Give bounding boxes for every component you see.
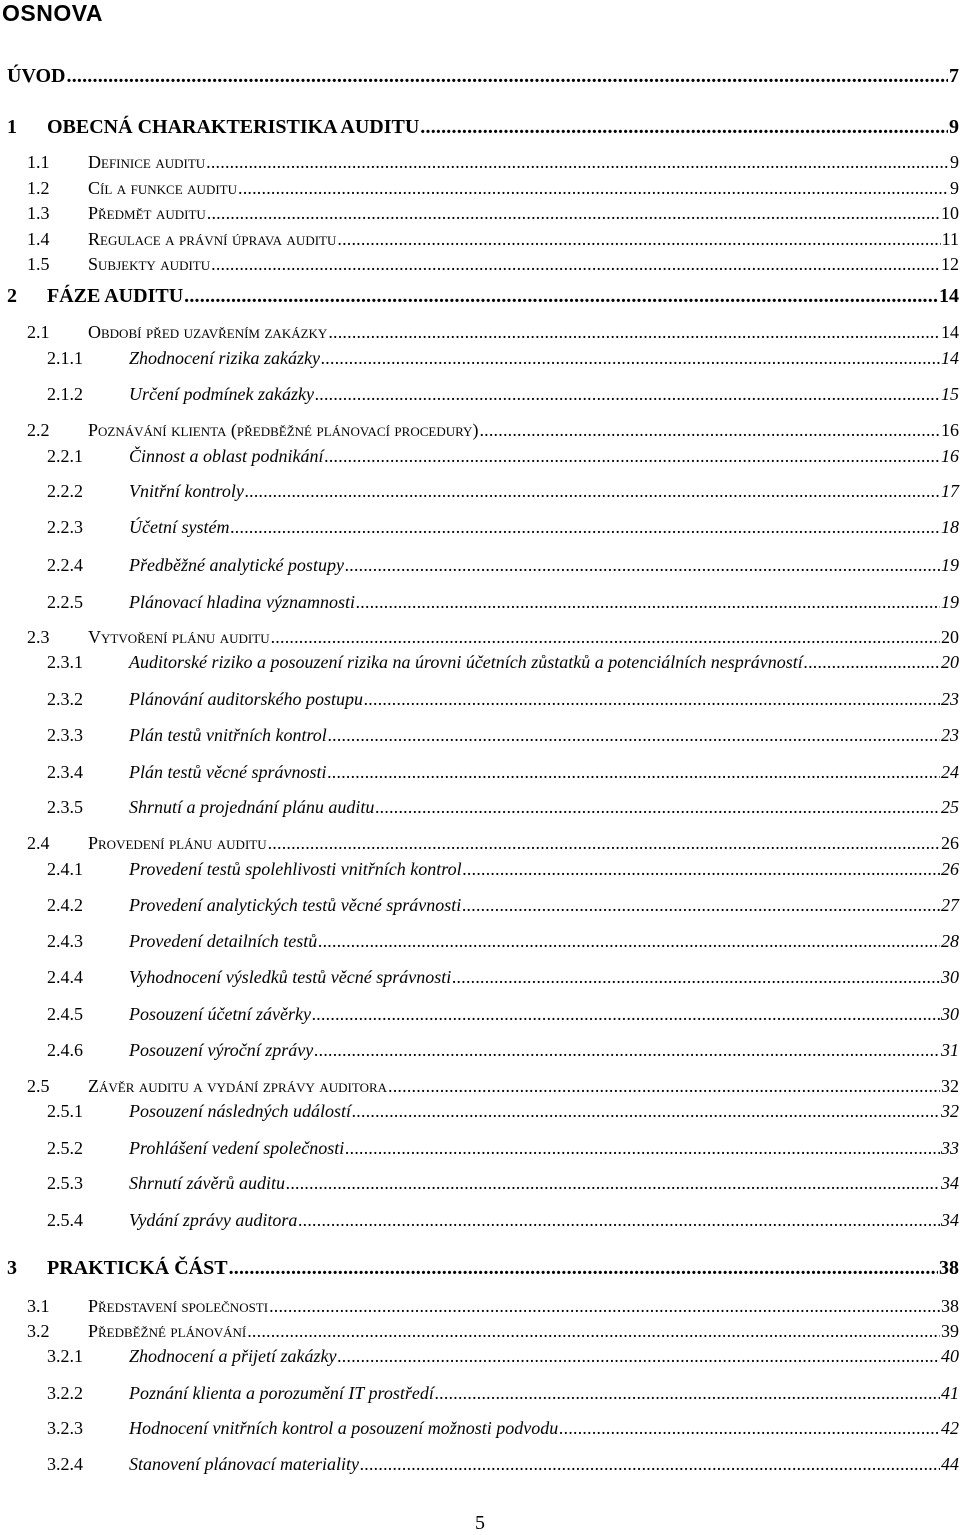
toc-entry-title: Hodnocení vnitřních kontrol a posouzení možnosti podvodu (129, 1418, 559, 1438)
toc-entry[interactable] (7, 66, 960, 86)
toc-entry[interactable] (47, 653, 960, 671)
toc-entry[interactable] (47, 932, 960, 950)
toc-entry-title: Účetní systém (129, 517, 230, 537)
toc-entry[interactable] (27, 1322, 960, 1340)
dot-leader (352, 1102, 940, 1120)
toc-entry-page: 27 (941, 895, 959, 915)
toc-entry-number: 2.1.1 (47, 348, 83, 368)
dot-leader (247, 1322, 940, 1340)
toc-entry-page: 14 (939, 285, 959, 307)
toc-entry-page: 20 (941, 652, 959, 672)
dot-leader (559, 1419, 940, 1437)
toc-entry[interactable] (47, 968, 960, 986)
toc-entry-number: 2.4.2 (47, 895, 83, 915)
toc-entry-page: 28 (941, 931, 959, 951)
toc-entry[interactable] (27, 1297, 960, 1315)
toc-entry-page: 26 (941, 859, 959, 879)
toc-entry-number: 2.5.1 (47, 1101, 83, 1121)
toc-entry-title: Určení podmínek zakázky (129, 384, 314, 404)
toc-entry-page: 14 (941, 322, 959, 342)
toc-entry-title: Zhodnocení a přijetí zakázky (129, 1346, 337, 1366)
toc-entry[interactable] (27, 230, 960, 248)
toc-entry-number: 2.3.1 (47, 652, 83, 672)
toc-entry-title: Představení společnosti (88, 1296, 269, 1316)
dot-leader (345, 1139, 940, 1157)
toc-entry-number: 2 (7, 285, 17, 307)
toc-entry-page: 17 (941, 481, 959, 501)
toc-entry-title: Provedení testů spolehlivosti vnitřních kontrol (129, 859, 462, 879)
toc-entry-title: Závěr auditu a vydání zprávy auditora (88, 1076, 388, 1096)
dot-leader (356, 593, 940, 611)
dot-leader (312, 1005, 940, 1023)
toc-entry[interactable] (47, 1455, 960, 1473)
toc-entry-title: Definice auditu (88, 152, 206, 172)
toc-entry-title: Plán testů věcné správnosti (129, 762, 327, 782)
toc-entry-title: OBECNÁ CHARAKTERISTIKA AUDITU (47, 116, 420, 138)
toc-entry-number: 3.2.1 (47, 1346, 83, 1366)
toc-entry-page: 24 (941, 762, 959, 782)
toc-entry-number: 2.2.2 (47, 481, 83, 501)
dot-leader (360, 1455, 940, 1473)
toc-entry-number: 2.2 (27, 420, 50, 440)
dot-leader (337, 230, 940, 248)
toc-entry[interactable] (47, 690, 960, 708)
toc-entry[interactable] (47, 556, 960, 574)
toc-entry-number: 2.1.2 (47, 384, 83, 404)
toc-entry-title: Vytvoření plánu auditu (88, 627, 270, 647)
toc-entry-title: Předmět auditu (88, 203, 206, 223)
page-title: OSNOVA (2, 0, 103, 26)
toc-entry-page: 25 (941, 797, 959, 817)
toc-entry-number: 3.2.3 (47, 1418, 83, 1438)
dot-leader (184, 286, 938, 306)
dot-leader (286, 1174, 940, 1192)
toc-entry-number: 2.3.2 (47, 689, 83, 709)
toc-entry-page: 26 (941, 833, 959, 853)
toc-entry[interactable] (47, 1347, 960, 1365)
toc-entry[interactable] (47, 860, 960, 878)
toc-entry-page: 16 (941, 446, 959, 466)
toc-entry[interactable] (47, 349, 960, 367)
toc-entry-page: 32 (941, 1101, 959, 1121)
toc-entry-title: Posouzení výroční zprávy (129, 1040, 314, 1060)
dot-leader (328, 323, 940, 341)
toc-entry-number: 3 (7, 1257, 17, 1279)
toc-entry-page: 12 (941, 254, 959, 274)
toc-entry-title: Provedení analytických testů věcné správnosti (129, 895, 462, 915)
toc-entry-title: Cíl a funkce auditu (88, 178, 237, 198)
toc-entry-number: 2.1 (27, 322, 50, 342)
toc-entry[interactable] (27, 179, 960, 197)
toc-entry-title: Shrnutí závěrů auditu (129, 1173, 285, 1193)
dot-leader (463, 860, 940, 878)
toc-entry[interactable] (47, 447, 960, 465)
dot-leader (337, 1347, 940, 1365)
toc-entry-page: 42 (941, 1418, 959, 1438)
toc-entry[interactable] (27, 323, 960, 341)
toc-entry[interactable] (27, 834, 960, 852)
toc-entry-page: 39 (941, 1321, 959, 1341)
toc-entry-title: Shrnutí a projednání plánu auditu (129, 797, 375, 817)
toc-entry-title: Stanovení plánovací materiality (129, 1454, 359, 1474)
toc-entry-page: 34 (941, 1173, 959, 1193)
toc-entry-number: 2.3.5 (47, 797, 83, 817)
toc-entry-number: 2.2.5 (47, 592, 83, 612)
dot-leader (318, 932, 940, 950)
dot-leader (321, 349, 940, 367)
toc-entry-number: 2.2.1 (47, 446, 83, 466)
dot-leader (452, 968, 940, 986)
toc-entry-number: 3.2.2 (47, 1383, 83, 1403)
toc-entry-title: Posouzení účetní závěrky (129, 1004, 311, 1024)
toc-entry-title: Provedení plánu auditu (88, 833, 267, 853)
toc-entry-title: Plánování auditorského postupu (129, 689, 363, 709)
toc-entry-number: 2.5 (27, 1076, 50, 1096)
toc-entry-page: 19 (941, 555, 959, 575)
dot-leader (206, 153, 949, 171)
dot-leader (269, 1297, 940, 1315)
toc-entry-title: Zhodnocení rizika zakázky (129, 348, 320, 368)
toc-entry-page: 16 (941, 420, 959, 440)
toc-entry-title: Plán testů vnitřních kontrol (129, 725, 327, 745)
toc-entry-title: Vnitřní kontroly (129, 481, 244, 501)
toc-entry-title: Vydání zprávy auditora (129, 1210, 298, 1230)
toc-entry-number: 2.4 (27, 833, 50, 853)
toc-entry-page: 23 (941, 725, 959, 745)
dot-leader (325, 447, 940, 465)
toc-entry-page: 23 (941, 689, 959, 709)
toc-entry-page: 38 (941, 1296, 959, 1316)
toc-entry-page: 9 (950, 178, 959, 198)
toc-entry[interactable] (47, 1174, 960, 1192)
dot-leader (298, 1211, 940, 1229)
dot-leader (804, 653, 940, 671)
toc-entry[interactable] (27, 1077, 960, 1095)
toc-entry[interactable] (7, 286, 960, 306)
toc-entry-page: 31 (941, 1040, 959, 1060)
toc-entry-number: 1 (7, 116, 17, 138)
dot-leader (207, 204, 940, 222)
dot-leader (271, 628, 940, 646)
dot-leader (67, 66, 949, 86)
page-number: 5 (475, 1512, 485, 1534)
toc-entry-title: Poznání klienta a porozumění IT prostředí (129, 1383, 434, 1403)
toc-entry-title: Subjekty auditu (88, 254, 211, 274)
toc-entry-title: Předběžné plánování (88, 1321, 247, 1341)
toc-entry-title: Vyhodnocení výsledků testů věcné správnosti (129, 967, 452, 987)
toc-entry[interactable] (27, 421, 960, 439)
toc-entry-page: 41 (941, 1383, 959, 1403)
toc-entry-number: 2.4.6 (47, 1040, 83, 1060)
toc-entry-page: 7 (949, 65, 959, 87)
toc-entry[interactable] (27, 255, 960, 273)
toc-entry-title: PRAKTICKÁ ČÁST (47, 1257, 228, 1279)
toc-entry[interactable] (7, 1258, 960, 1278)
toc-entry-number: 2.5.3 (47, 1173, 83, 1193)
toc-entry-number: 2.3.3 (47, 725, 83, 745)
dot-leader (314, 1041, 940, 1059)
toc-entry[interactable] (47, 593, 960, 611)
dot-leader (229, 1258, 938, 1278)
toc-entry-title: Provedení detailních testů (129, 931, 318, 951)
toc-entry[interactable] (47, 1041, 960, 1059)
toc-entry[interactable] (47, 1384, 960, 1402)
toc-entry[interactable] (47, 1005, 960, 1023)
toc-entry-page: 34 (941, 1210, 959, 1230)
dot-leader (435, 1384, 940, 1402)
toc-entry[interactable] (7, 117, 960, 137)
dot-leader (211, 255, 940, 273)
toc-entry-number: 2.4.3 (47, 931, 83, 951)
dot-leader (420, 117, 948, 137)
toc-entry-page: 19 (941, 592, 959, 612)
toc-entry-title: Poznávání klienta (předběžné plánovací procedury) (88, 420, 479, 440)
dot-leader (230, 518, 940, 536)
toc-entry-page: 38 (939, 1257, 959, 1279)
dot-leader (345, 556, 940, 574)
toc-entry-page: 40 (941, 1346, 959, 1366)
toc-entry-number: 1.2 (27, 178, 50, 198)
toc-entry[interactable] (47, 896, 960, 914)
toc-entry-number: 2.5.4 (47, 1210, 83, 1230)
toc-entry-title: Plánovací hladina významnosti (129, 592, 355, 612)
toc-entry-title: Auditorské riziko a posouzení rizika na úrovni účetních zůstatků a potenciálních nesprávností (129, 652, 803, 672)
toc-entry-number: 2.3.4 (47, 762, 83, 782)
toc-entry[interactable] (47, 763, 960, 781)
dot-leader (327, 763, 940, 781)
dot-leader (238, 179, 949, 197)
dot-leader (268, 834, 940, 852)
toc-entry[interactable] (47, 482, 960, 500)
dot-leader (328, 726, 940, 744)
toc-entry-page: 11 (941, 229, 959, 249)
toc-entry[interactable] (47, 1211, 960, 1229)
toc-entry-page: 9 (950, 152, 959, 172)
toc-entry-number: 2.2.4 (47, 555, 83, 575)
toc-entry-title: Posouzení následných událostí (129, 1101, 351, 1121)
toc-entry[interactable] (47, 726, 960, 744)
toc-entry-title: Předběžné analytické postupy (129, 555, 344, 575)
toc-entry[interactable] (27, 204, 960, 222)
toc-entry-title: Činnost a oblast podnikání (129, 446, 324, 466)
toc-entry[interactable] (47, 385, 960, 403)
toc-entry-title: Prohlášení vedení společnosti (129, 1138, 345, 1158)
toc-entry-page: 10 (941, 203, 959, 223)
toc-entry-number: 3.2 (27, 1321, 50, 1341)
toc-entry-number: 1.5 (27, 254, 50, 274)
toc-entry-page: 33 (941, 1138, 959, 1158)
toc-entry-title: Období před uzavřením zakázky (88, 322, 328, 342)
toc-entry-number: 1.4 (27, 229, 50, 249)
toc-entry-number: 3.2.4 (47, 1454, 83, 1474)
toc-entry-number: 2.5.2 (47, 1138, 83, 1158)
toc-entry[interactable] (27, 628, 960, 646)
toc-entry-number: 2.4.4 (47, 967, 83, 987)
toc-entry-number: 2.3 (27, 627, 50, 647)
toc-entry-page: 14 (941, 348, 959, 368)
toc-entry-page: 30 (941, 967, 959, 987)
toc-entry[interactable] (47, 518, 960, 536)
dot-leader (364, 690, 940, 708)
toc-entry-page: 32 (941, 1076, 959, 1096)
toc-entry-number: 2.4.1 (47, 859, 83, 879)
toc-entry-title: ÚVOD (7, 65, 66, 87)
toc-entry-title: FÁZE AUDITU (47, 285, 184, 307)
dot-leader (245, 482, 940, 500)
toc-entry-number: 1.1 (27, 152, 50, 172)
toc-entry-page: 20 (941, 627, 959, 647)
toc-entry-page: 15 (941, 384, 959, 404)
toc-entry-page: 9 (949, 116, 959, 138)
toc-entry-title: Regulace a právní úprava auditu (88, 229, 337, 249)
toc-entry-number: 2.4.5 (47, 1004, 83, 1024)
toc-entry-page: 44 (941, 1454, 959, 1474)
toc-entry-number: 1.3 (27, 203, 50, 223)
toc-entry[interactable] (47, 1419, 960, 1437)
dot-leader (375, 798, 940, 816)
toc-entry-number: 2.2.3 (47, 517, 83, 537)
dot-leader (315, 385, 940, 403)
dot-leader (479, 421, 940, 439)
dot-leader (462, 896, 940, 914)
toc-entry[interactable] (47, 1139, 960, 1157)
toc-entry-number: 3.1 (27, 1296, 50, 1316)
toc-entry-page: 18 (941, 517, 959, 537)
toc-entry[interactable] (27, 153, 960, 171)
toc-entry-page: 30 (941, 1004, 959, 1024)
toc-entry[interactable] (47, 798, 960, 816)
toc-entry[interactable] (47, 1102, 960, 1120)
dot-leader (388, 1077, 940, 1095)
